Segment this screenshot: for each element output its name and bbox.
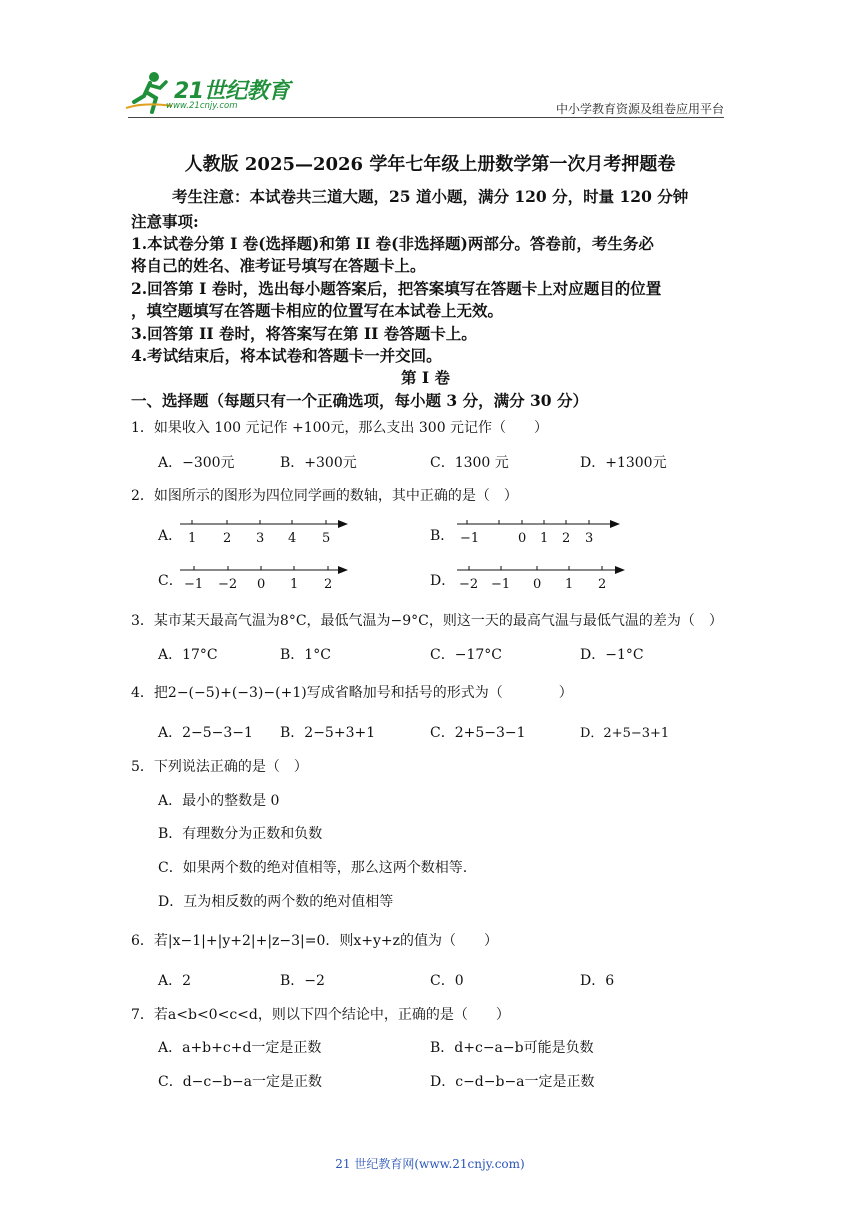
tick-label: 3 [256, 531, 265, 546]
option-d: D．6 [580, 973, 615, 989]
tick-label: −2 [459, 577, 479, 592]
tick-label: 2 [223, 531, 232, 546]
question-stem: 4．把2−(−5)+(−3)−(+1)写成省略加号和括号的形式为（ ） [131, 685, 573, 701]
option-c: C．0 [430, 973, 464, 989]
note-line: 3.回答第 II 卷时，将答案写在第 II 卷答题卡上。 [131, 324, 477, 343]
tick-label: −1 [460, 531, 480, 546]
tick-label: 2 [324, 577, 333, 592]
tick-label: 2 [598, 577, 607, 592]
tick-label: 1 [188, 531, 197, 546]
number-line-c [178, 560, 353, 594]
option-d: D．互为相反数的两个数的绝对值相等 [158, 894, 394, 910]
tick-label: 0 [257, 577, 266, 592]
number-line-b [455, 514, 630, 548]
option-b: B．d+c−a−b可能是负数 [430, 1040, 594, 1056]
question-stem: 7．若a<b<0<c<d，则以下四个结论中，正确的是（ ） [131, 1007, 510, 1023]
tick-label: 1 [565, 577, 574, 592]
note-line: 2.回答第 I 卷时，选出每小题答案后，把答案填写在答题卡上对应题目的位置 [131, 279, 662, 298]
site-logo [124, 68, 294, 118]
option-c: C．2+5−3−1 [430, 725, 526, 741]
question-stem: 5．下列说法正确的是（ ） [131, 759, 308, 775]
option-a: A．17°C [158, 647, 218, 663]
option-c: C．1300 元 [430, 455, 509, 471]
header-divider [128, 117, 724, 118]
tick-label: −2 [218, 577, 238, 592]
question-stem: 6．若|x−1|+|y+2|+|z−3|=0．则x+y+z的值为（ ） [131, 933, 499, 949]
option-d: D．+1300元 [580, 455, 667, 471]
option-a: A．2 [158, 973, 192, 989]
question-stem: 1．如果收入 100 元记作 +100元，那么支出 300 元记作（ ） [131, 420, 549, 436]
option-c: C．d−c−b−a一定是正数 [158, 1074, 323, 1090]
option-b: B．1°C [280, 647, 331, 663]
option-a: A．最小的整数是 0 [158, 793, 280, 809]
option-c: C．如果两个数的绝对值相等，那么这两个数相等. [158, 860, 468, 876]
number-line-d [455, 560, 630, 594]
tick-label: −1 [184, 577, 204, 592]
option-c: C． [158, 573, 183, 589]
footer-link[interactable]: 21 世纪教育网(www.21cnjy.com) [335, 1157, 525, 1171]
option-a: A．−300元 [158, 455, 235, 471]
tick-label: 4 [288, 531, 297, 546]
option-d: D．2+5−3+1 [580, 726, 670, 741]
tick-label: 3 [585, 531, 594, 546]
option-b: B．有理数分为正数和负数 [158, 826, 323, 842]
option-a: A．a+b+c+d一定是正数 [158, 1040, 322, 1056]
tick-label: 0 [518, 531, 527, 546]
note-line: 1.本试卷分第 I 卷(选择题)和第 II 卷(非选择题)两部分。答卷前，考生务必 [131, 234, 654, 253]
tick-label: 2 [562, 531, 571, 546]
number-line-a [178, 514, 353, 548]
option-b: B． [430, 528, 455, 544]
option-d: D．c−d−b−a一定是正数 [430, 1074, 595, 1090]
option-d: D． [430, 573, 456, 589]
question-stem: 3．某市某天最高气温为8°C，最低气温为−9°C，则这一天的最高气温与最低气温的差为（ ） [131, 613, 723, 629]
option-d: D．−1°C [580, 647, 644, 663]
option-b: B．+300元 [280, 455, 357, 471]
notes-heading: 注意事项: [131, 212, 199, 231]
question-stem: 2．如图所示的图形为四位同学画的数轴，其中正确的是（ ） [131, 488, 518, 504]
section-title: 一、选择题（每题只有一个正确选项，每小题 3 分，满分 30 分） [131, 391, 588, 410]
option-a: A． [158, 528, 183, 544]
exam-title: 人教版 2025—2026 学年七年级上册数学第一次月考押题卷 [184, 154, 676, 175]
option-a: A．2−5−3−1 [158, 725, 253, 741]
note-line: 4.考试结束后，将本试卷和答题卡一并交回。 [131, 346, 442, 365]
note-line: 将自己的姓名、准考证号填写在答题卡上。 [131, 256, 426, 275]
logo-text: 21世纪教育 [174, 79, 290, 104]
tick-label: 1 [540, 531, 549, 546]
tick-label: 5 [322, 531, 331, 546]
option-b: B．−2 [280, 973, 325, 989]
exam-notice: 考生注意：本试卷共三道大题，25 道小题，满分 120 分，时量 120 分钟 [172, 187, 689, 206]
platform-label: 中小学教育资源及组卷应用平台 [555, 102, 724, 116]
tick-label: 1 [290, 577, 299, 592]
option-c: C．−17°C [430, 647, 502, 663]
logo-url: www.21cnjy.com [166, 101, 238, 111]
tick-label: 0 [533, 577, 542, 592]
part-label: 第 I 卷 [401, 368, 451, 387]
note-line: ，填空题填写在答题卡相应的位置写在本试卷上无效。 [131, 301, 504, 320]
option-b: B．2−5+3+1 [280, 725, 376, 741]
tick-label: −1 [491, 577, 511, 592]
